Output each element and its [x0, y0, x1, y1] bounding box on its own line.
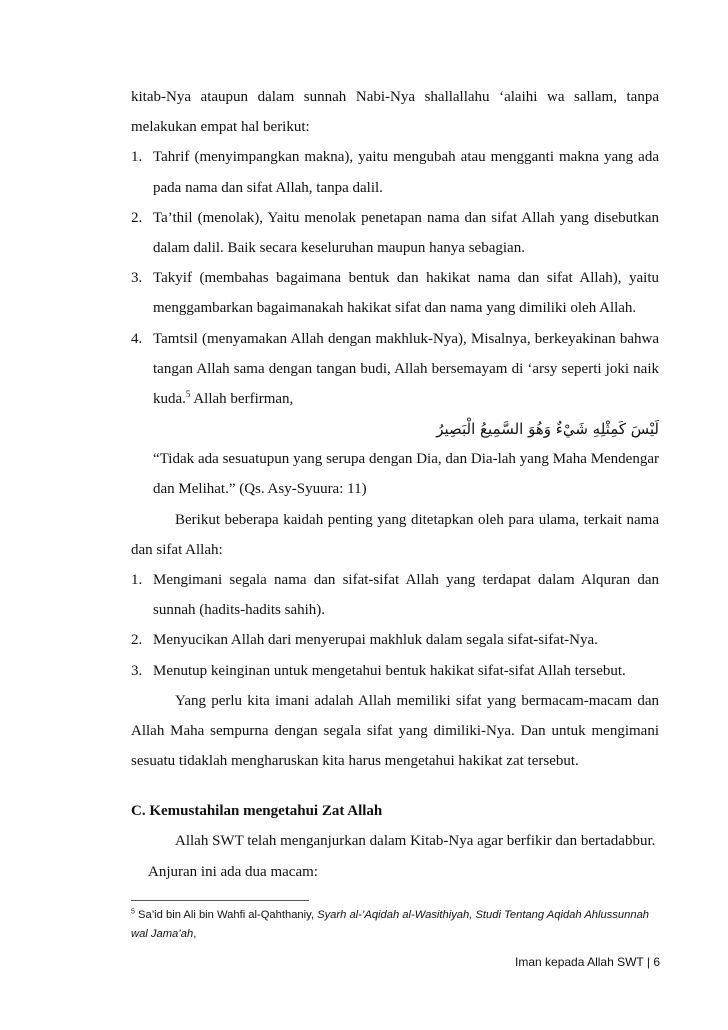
footnote-number: 5: [131, 908, 135, 916]
list-item: [131, 656, 659, 686]
footnote-divider: [131, 900, 309, 901]
list-number: 2.: [131, 209, 143, 226]
verse-translation: “Tidak ada sesuatupun yang serupa dengan Dia, dan Dia-lah yang Maha Mendengar dan Melihat.” (Qs. Asy-Syuura: 11): [153, 451, 659, 498]
list-item: [131, 625, 659, 655]
list-number: 1.: [131, 149, 143, 166]
list-item: [131, 142, 659, 202]
list-number: 3.: [131, 270, 143, 287]
rules-intro-paragraph: Berikut beberapa kaidah penting yang ditetapkan oleh para ulama, terkait nama dan sifat Allah:: [131, 511, 659, 558]
list-item: [131, 324, 659, 415]
list-number: 4.: [131, 330, 143, 347]
section-heading: C. Kemustahilan mengetahui Zat Allah: [131, 803, 383, 820]
intro-paragraph: kitab-Nya ataupun dalam sunnah Nabi-Nya shallallahu ‘alaihi wa sallam, tanpa melakukan empat hal berikut:: [131, 89, 659, 136]
first-list: [131, 142, 659, 414]
footnote-trail: ,: [193, 928, 197, 940]
list-number: 2.: [131, 632, 143, 649]
list-item: [131, 203, 659, 263]
main-text: [131, 82, 659, 887]
list-item: [131, 565, 659, 625]
footnote-reference[interactable]: 5: [185, 389, 191, 400]
list-number: 1.: [131, 572, 143, 589]
footnote-title: Syarh al-’Aqidah al-Wasithiyah, Studi Tentang Aqidah Ahlussunnah wal Jama’ah: [131, 909, 650, 940]
second-list: [131, 565, 659, 686]
list-text: Tahrif (menyimpangkan makna), yaitu mengubah atau mengganti makna yang ada pada nama dan sifat Allah, tanpa dalil.: [153, 149, 659, 196]
page-footer: Iman kepada Allah SWT | 6: [515, 955, 660, 969]
list-text: Ta’thil (menolak), Yaitu menolak penetapan nama dan sifat Allah yang disebutkan dalam dalil. Baik secara keseluruhan maupun hanya sebagian.: [153, 209, 659, 257]
list-text: Takyif (membahas bagaimana bentuk dan hakikat nama dan sifat Allah), yaitu menggambarkan bagaimanakah hakikat sifat dan nama yang dimiliki oleh Allah.: [153, 270, 659, 317]
closing-paragraph: Yang perlu kita imani adalah Allah memiliki sifat yang bermacam-macam dan Allah Maha sempurna dengan segala sifat yang dimiliki-Nya. Dan untuk mengimani sesuatu tidaklah mengharuskan kita harus mengetahui hakikat zat tersebut.: [131, 692, 659, 770]
list-text: Tamtsil (menyamakan Allah dengan makhluk-Nya), Misalnya, berkeyakinan bahwa tangan Allah sama dengan tangan budi, Allah bersemayam di ‘arsy seperti joki naik kuda.: [153, 330, 659, 408]
section-paragraph: Allah SWT telah menganjurkan dalam Kitab-Nya agar berfikir dan bertadabbur.: [175, 833, 656, 850]
list-item: [131, 263, 659, 323]
list-text: Menyucikan Allah dari menyerupai makhluk dalam segala sifat-sifat-Nya.: [153, 632, 598, 649]
list-text: Menutup keinginan untuk mengetahui bentuk hakikat sifat-sifat Allah tersebut.: [153, 662, 626, 679]
arabic-verse: لَيْسَ كَمِثْلِهِ شَيْءٌ وَهُوَ السَّمِيعُ الْبَصِيرُ: [436, 420, 659, 439]
section-spacer: [131, 776, 659, 796]
section-paragraph-line2: Anjuran ini ada dua macam:: [148, 863, 318, 880]
footnote-author: Sa’id bin Ali bin Wahfi al-Qahthaniy,: [134, 909, 318, 921]
list-text-continued: Allah berfirman,: [190, 391, 294, 408]
list-number: 3.: [131, 662, 143, 679]
footnote: [131, 906, 659, 944]
list-text: Mengimani segala nama dan sifat-sifat Allah yang terdapat dalam Alquran dan sunnah (hadits-hadits sahih).: [153, 572, 659, 619]
